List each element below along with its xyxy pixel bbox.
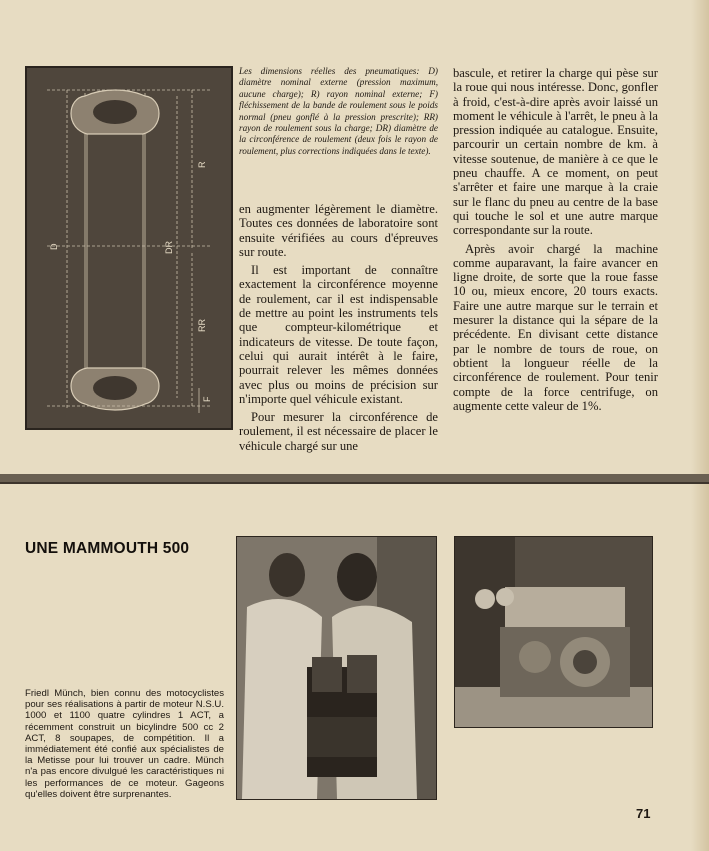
page-number: 71 (636, 806, 651, 821)
section-divider-shadow (0, 482, 709, 484)
tire-dimensions-figure (25, 66, 233, 430)
label-rr: RR (197, 319, 207, 332)
photo-engine (454, 536, 653, 728)
label-r: R (197, 161, 207, 168)
col2-paragraph-2: Il est important de connaître exactement la circonférence moyenne de roulement, car il est indispensable de mettre au point les instruments tels que compteur-kilométrique et indicateurs de vitesse. De toute façon, celui qui aurait intérêt à le faire, pourrait relever les mêmes données avec plus ou moins de précision sur n'importe quel véhicule existant. (239, 263, 438, 406)
figure-caption: Les dimensions réelles des pneumatiques: D) diamètre nominal externe (pression maximum, aucune charge); R) rayon nominal externe; F) fléchissement de la bande de roulement sous le poids normal (pneu gonflé à la pression prescrite); RR) rayon de roulement sous la charge; DR) diamètre de la circonférence de roulement (deux fois le rayon de roulement, plus corrections indiquées dans le texte). (239, 66, 438, 156)
col3-paragraph-2: Après avoir chargé la machine comme auparavant, la faire avancer en ligne droite, de sorte que la roue fasse 10 ou, mieux encore, 20 tours exacts. Faire une autre marque sur le terrain et mesurer la distance qui la sépare de la précédente. En divisant cette distance par le nombre de tours de roue, on obtient la longueur réelle de la circonférence de roulement. Pour tenir compte de la force centrifuge, on augmente cette valeur de 1%. (453, 241, 658, 413)
body-column-3 (453, 66, 658, 417)
article-headline: UNE MAMMOUTH 500 (25, 540, 190, 557)
col3-paragraph-1: bascule, et retirer la charge qui pèse sur la roue qui nous intéresse. Donc, gonfler à froid, c'est-à-dire après avoir laissé un moment le véhicule à l'arrêt, le pneu à la pression indiquée au catalogue. Ensuite, parcourir un certain nombre de km. à vitesse soutenue, de manière à ce que le pneu chauffe. A ce moment, on peut s'arrêter et faire une marque à la craie sur le flanc du pneu au centre de la base qui touche le sol et une autre marque correspondante sur la route. (453, 66, 658, 238)
body-column-2 (239, 202, 438, 457)
photo-mechanics (236, 536, 437, 800)
label-f: F (202, 396, 212, 402)
article-intro: Friedl Münch, bien connu des motocyclistes pour ses réalisations à partir de moteur N.S.U. 1000 et 1100 quatre cylindres 1 ACT, a récemment construit un bicylindre 500 cc 2 ACT, 8 soupapes, de compétition. Il a immédiatement été confié aux spécialistes de la Metisse pour lui trouver un cadre. Münch n'a pas encore divulgué les caractéristiques ni les performances de ce moteur. Gageons qu'elles doivent être surprenantes. (25, 688, 224, 800)
page-edge-shadow (691, 0, 709, 851)
label-dr: DR (164, 241, 174, 254)
label-d: D (49, 243, 59, 250)
col2-paragraph-3: Pour mesurer la circonférence de roulement, il est nécessaire de placer le véhicule chargé sur une (239, 410, 438, 453)
tire-diagram (27, 68, 231, 428)
col2-paragraph-1: en augmenter légèrement le diamètre. Toutes ces données de laboratoire sont ensuite vérifiées au cours d'épreuves sur route. (239, 202, 438, 259)
